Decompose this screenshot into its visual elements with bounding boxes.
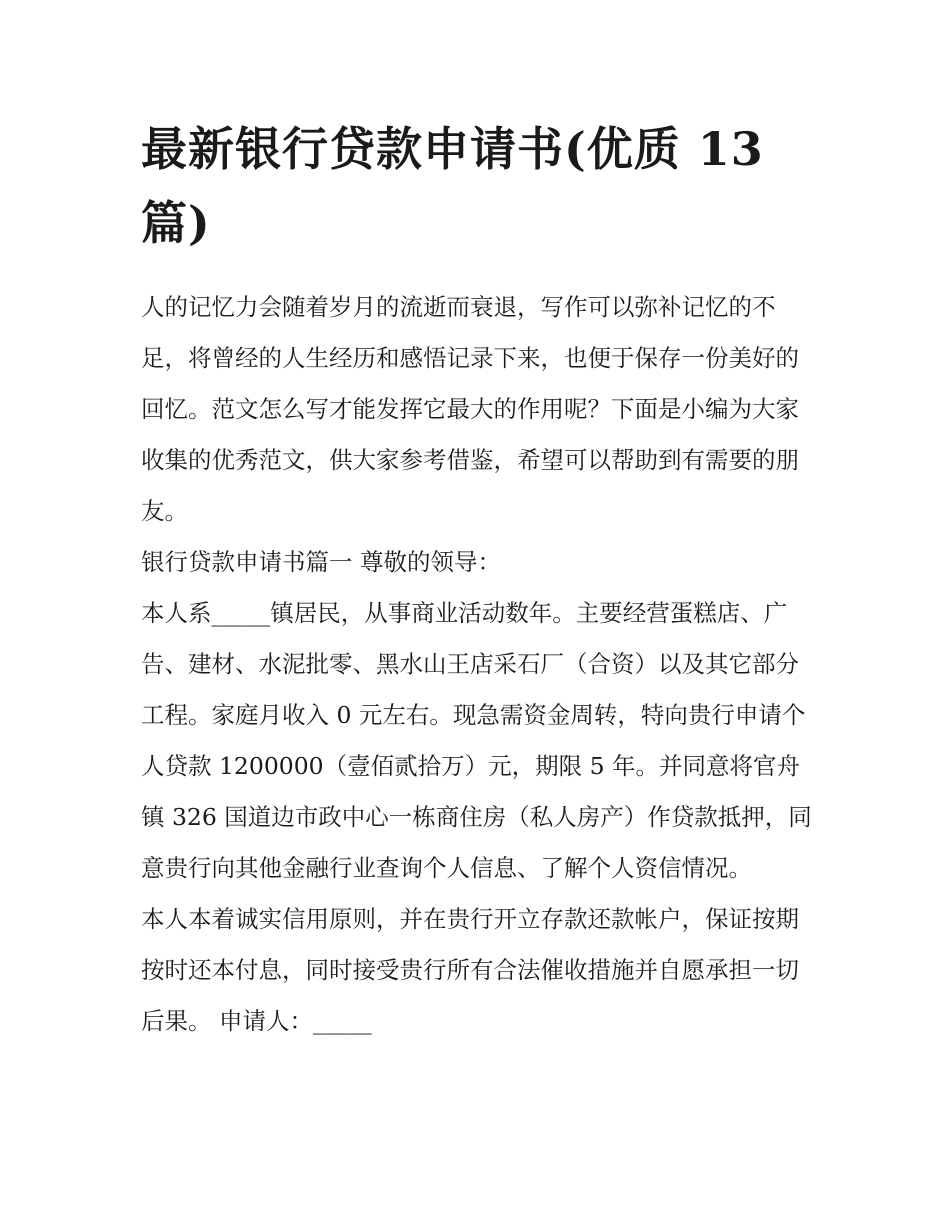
document-body	[141, 282, 813, 1047]
intro-paragraph: 人的记忆力会随着岁月的流逝而衰退，写作可以弥补记忆的不足，将曾经的人生经历和感悟记录下来，也便于保存一份美好的回忆。范文怎么写才能发挥它最大的作用呢？下面是小编为大家收集的优秀范文，供大家参考借鉴，希望可以帮助到有需要的朋友。	[141, 293, 799, 525]
document-title: 最新银行贷款申请书(优质 13 篇)	[141, 122, 764, 250]
applicant-details-paragraph: 本人系_____镇居民，从事商业活动数年。主要经营蛋糕店、广告、建材、水泥批零、黑水山王店采石厂（合资）以及其它部分工程。家庭月收入 0 元左右。现急需资金周转，特向贵行申请个人贷款 1200000（壹佰贰拾万）元，期限 5 年。并同意将官舟镇 326 国道边市政中心一栋商住房（私人房产）作贷款抵押，同意贵行向其他金融行业查询个人信息、了解个人资信情况。	[141, 599, 812, 882]
commitment-paragraph: 本人本着诚实信用原则，并在贵行开立存款还款帐户，保证按期按时还本付息，同时接受贵行所有合法催收措施并自愿承担一切后果。 申请人：_____	[141, 905, 799, 1035]
section-heading-paragraph: 银行贷款申请书篇一 尊敬的领导：	[141, 548, 501, 576]
document-page	[141, 112, 813, 1047]
